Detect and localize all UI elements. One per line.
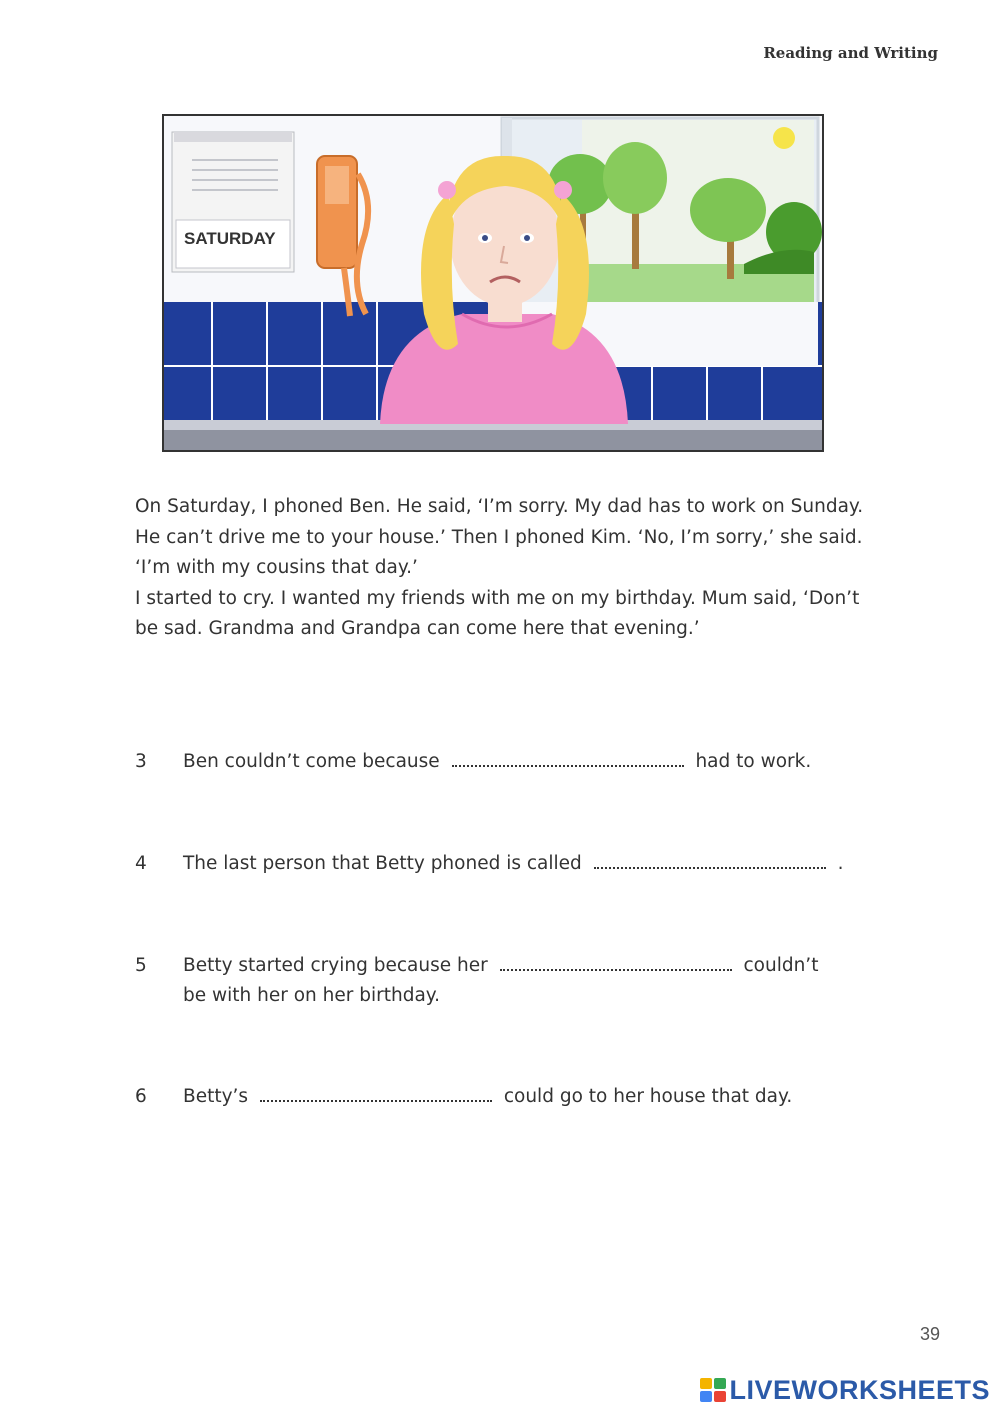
question-text: The last person that Betty phoned is called xyxy=(183,853,582,874)
brand-icon xyxy=(700,1378,726,1402)
answer-blank-3[interactable] xyxy=(452,747,684,767)
answer-blank-4[interactable] xyxy=(594,849,826,869)
answer-blank-5[interactable] xyxy=(500,951,732,971)
question-text-after: had to work. xyxy=(695,751,812,772)
question-number: 3 xyxy=(135,751,147,772)
question-number: 5 xyxy=(135,955,147,976)
answer-blank-6[interactable] xyxy=(260,1082,492,1102)
question-text: Betty’s xyxy=(183,1086,249,1107)
question-number: 6 xyxy=(135,1086,147,1107)
calendar-day-label: SATURDAY xyxy=(184,229,276,248)
question-number: 4 xyxy=(135,853,147,874)
story-paragraph: I started to cry. I wanted my friends with me on my birthday. Mum said, ‘Don’t be sad. Grandma and Grandpa can come here that evening.’ xyxy=(135,587,860,639)
question-text-after: couldn’t be with her on her birthday. xyxy=(183,955,819,1006)
question-text: Betty started crying because her xyxy=(183,955,488,976)
page-number: 39 xyxy=(919,1324,940,1344)
page-header: Reading and Writing xyxy=(763,44,938,62)
question-text: Ben couldn’t come because xyxy=(183,751,440,772)
story-text xyxy=(135,492,865,645)
question-text-after: could go to her house that day. xyxy=(503,1086,793,1107)
brand-logo[interactable] xyxy=(700,1375,990,1405)
story-illustration xyxy=(162,114,824,452)
story-paragraph: On Saturday, I phoned Ben. He said, ‘I’m sorry. My dad has to work on Sunday. He can’t drive me to your house.’ Then I phoned Kim. ‘No, I’m sorry,’ she said. ‘I’m with my cousins that day.’ xyxy=(135,496,864,578)
brand-name: LIVEWORKSHEETS xyxy=(729,1374,990,1405)
question-text-after: . xyxy=(837,853,844,874)
